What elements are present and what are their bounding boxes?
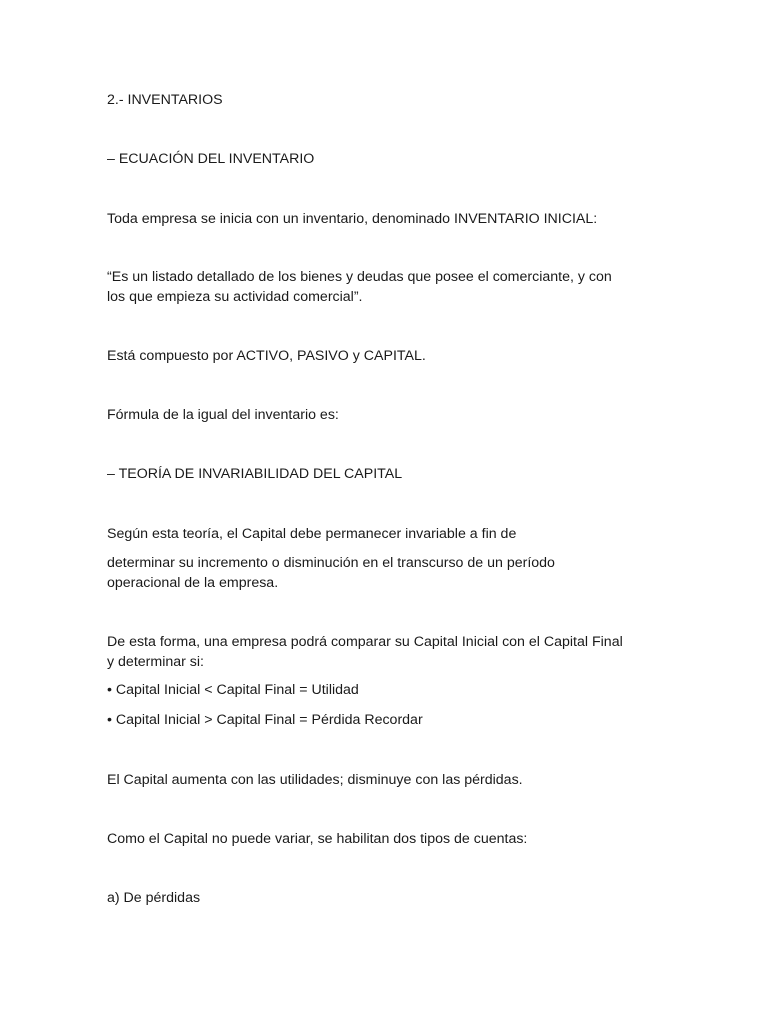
subsection-heading-ecuacion: – ECUACIÓN DEL INVENTARIO (107, 151, 315, 167)
paragraph-comparar-line-1: De esta forma, una empresa podrá comparar su Capital Inicial con el Capital Final (107, 634, 623, 650)
quote-line-1: “Es un listado detallado de los bienes y deudas que posee el comerciante, y con (107, 269, 612, 285)
paragraph-teoria-line-3: operacional de la empresa. (107, 575, 279, 591)
paragraph-composicion: Está compuesto por ACTIVO, PASIVO y CAPITAL. (107, 348, 426, 364)
paragraph-inventario-inicial: Toda empresa se inicia con un inventario, denominado INVENTARIO INICIAL: (107, 211, 598, 227)
paragraph-formula: Fórmula de la igual del inventario es: (107, 407, 339, 423)
quote-line-2: los que empieza su actividad comercial”. (107, 289, 363, 305)
paragraph-tipos-cuentas: Como el Capital no puede variar, se habilitan dos tipos de cuentas: (107, 831, 528, 847)
bullet-perdida: • Capital Inicial > Capital Final = Pérdida Recordar (107, 712, 423, 728)
paragraph-capital-aumenta: El Capital aumenta con las utilidades; disminuye con las pérdidas. (107, 772, 523, 788)
bullet-utilidad: • Capital Inicial < Capital Final = Utilidad (107, 682, 359, 698)
paragraph-teoria-line-2: determinar su incremento o disminución en el transcurso de un período (107, 555, 555, 571)
paragraph-teoria-line-1: Según esta teoría, el Capital debe permanecer invariable a fin de (107, 526, 517, 542)
section-title: 2.- INVENTARIOS (107, 92, 223, 108)
subsection-heading-teoria: – TEORÍA DE INVARIABILIDAD DEL CAPITAL (107, 466, 403, 482)
paragraph-comparar-line-2: y determinar si: (107, 654, 204, 670)
list-item-perdidas: a) De pérdidas (107, 890, 201, 906)
